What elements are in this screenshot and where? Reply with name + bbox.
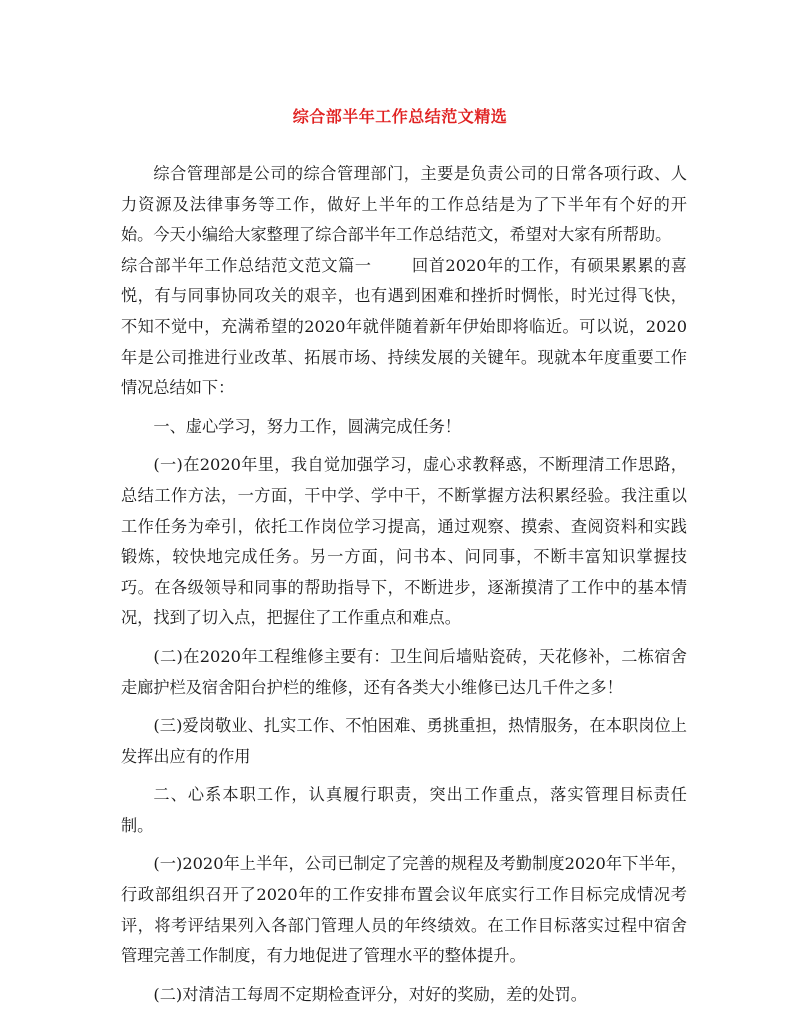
paragraph-review-block (121, 251, 687, 404)
paragraph-item-1-1: (一)在2020年里，我自觉加强学习，虚心求教释惑，不断理清工作思路，总结工作方法，一方面，干中学、学中干，不断掌握方法积累经验。我注重以工作任务为牵引，依托工作岗位学习提高，通过观察、摸索、查阅资料和实践锻炼，较快地完成任务。另一方面，问书本、问同事，不断丰富知识掌握技巧。在各级领导和同事的帮助指导下，不断进步，逐渐摸清了工作中的基本情况，找到了切入点，把握住了工作重点和难点。 (121, 455, 687, 628)
document-title: 综合部半年工作总结范文精选 (292, 107, 508, 126)
paragraph-item-1-2: (二)在2020年工程维修主要有：卫生间后墙贴瓷砖，天花修补，二栋宿舍走廊护栏及宿舍阳台护栏的维修，还有各类大小维修已达几千件之多！ (121, 646, 687, 697)
paragraph-item-2-2: (二)对清洁工每周不定期检查评分，对好的奖励，差的处罚。 (153, 984, 587, 1004)
paragraph-item-2-1: (一)2020年上半年，公司已制定了完善的规程及考勤制度2020年下半年，行政部组织召开了2020年的工作安排布置会议年底实行工作目标完成情况考评，将考评结果列入各部门管理人员的年终绩效。在工作目标落实过程中宿舍管理完善工作制度，有力地促进了管理水平的整体提升。 (121, 854, 687, 966)
paragraph-item-1-3: (三)爱岗敬业、扎实工作、不怕困难、勇挑重担，热情服务，在本职岗位上发挥出应有的作用 (121, 716, 687, 766)
paragraph-intro: 综合管理部是公司的综合管理部门，主要是负责公司的日常各项行政、人力资源及法律事务等工作，做好上半年的工作总结是为了下半年有个好的开始。今天小编给大家整理了综合部半年工作总结范文，希望对大家有所帮助。 (121, 164, 687, 245)
paragraph-review: 回首2020年的工作，有硕果累累的喜悦，有与同事协同攻关的艰辛，也有遇到困难和挫折时惆怅，时光过得飞快，不知不觉中，充满希望的2020年就伴随着新年伊始即将临近。可以说，2020年是公司推进行业改革、拓展市场、持续发展的关键年。现就本年度重要工作情况总结如下： (121, 255, 687, 398)
section-heading: 综合部半年工作总结范文范文篇一 (121, 255, 372, 275)
section-2-heading: 二、心系本职工作，认真履行职责，突出工作重点，落实管理目标责任制。 (121, 785, 687, 835)
document-body (121, 159, 687, 1010)
section-1-heading: 一、虚心学习，努力工作，圆满完成任务！ (153, 416, 461, 436)
